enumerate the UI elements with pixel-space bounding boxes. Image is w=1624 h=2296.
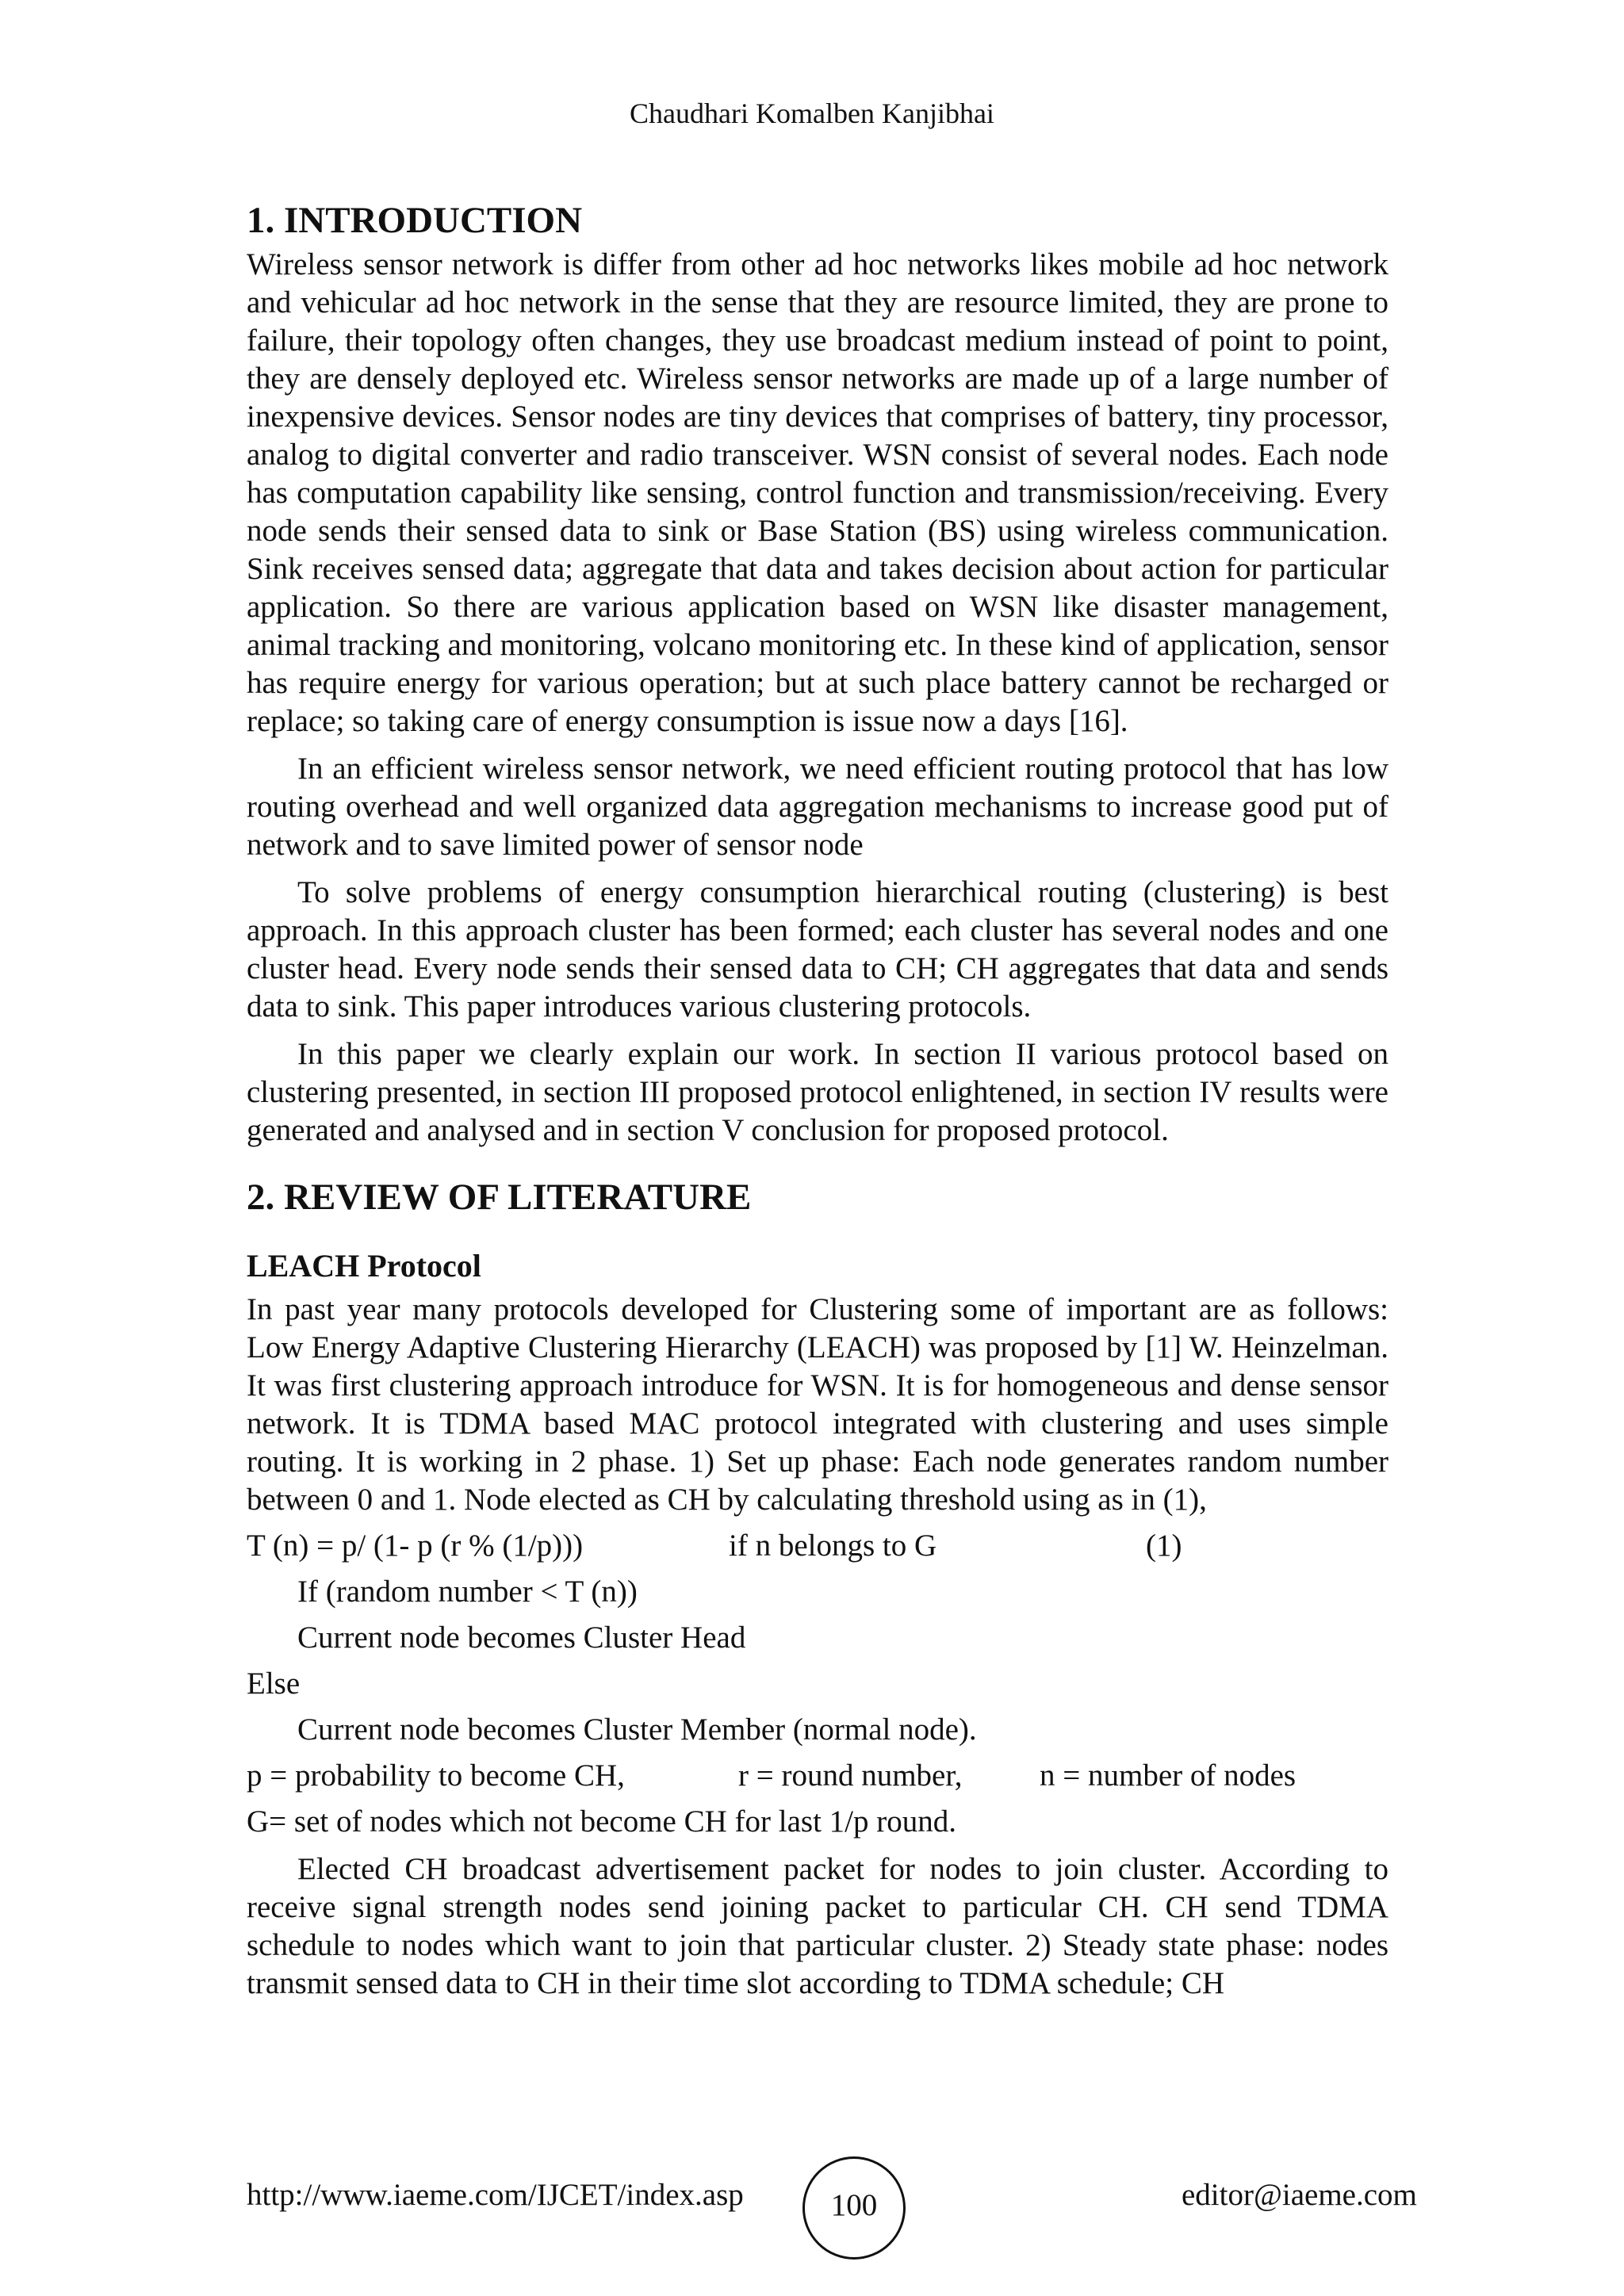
intro-paragraph-1: Wireless sensor network is differ from other ad hoc networks likes mobile ad hoc network and vehicular ad hoc network in the sense that they are resource limited, they are prone to failure, their topology often changes, they use broadcast medium instead of point to point, they are densely deployed etc. Wireless sensor networks are made up of a large number of inexpensive devices. Sensor nodes are tiny devices that comprises of battery, tiny processor, analog to digital converter and radio transceiver. WSN consist of several nodes. Each node has computation capability like sensing, control function and transmission/receiving. Every node sends their sensed data to sink or Base Station (BS) using wireless communication. Sink receives sensed data; aggregate that data and takes decision about action for particular application. So there are various application based on WSN like disaster management, animal tracking and monitoring, volcano monitoring etc. In these kind of application, sensor has require energy for various operation; but at such place battery cannot be recharged or replace; so taking care of energy consumption is issue now a days [16]. xyxy=(247,247,1388,738)
leach-paragraph-1: In past year many protocols developed for Clustering some of important are as follows: Low Energy Adaptive Clustering Hierarchy (LEACH) was proposed by [1] W. Heinzelman. It was first clustering approach introduce for WSN. It is for homogeneous and dense sensor network. It is TDMA based MAC protocol integrated with clustering and uses simple routing. It is working in 2 phase. 1) Set up phase: Each node generates random number between 0 and 1. Node elected as CH by calculating threshold using as in (1), xyxy=(247,1292,1388,1517)
page-number: 100 xyxy=(802,2156,906,2260)
def-p: p = probability to become CH, xyxy=(247,1758,625,1793)
pseudo-else-action: Current node becomes Cluster Member (normal node). xyxy=(297,1712,977,1747)
subsection-heading-leach: LEACH Protocol xyxy=(247,1248,481,1284)
running-header: Chaudhari Komalben Kanjibhai xyxy=(630,98,994,129)
def-r: r = round number, xyxy=(738,1758,963,1793)
intro-paragraph-3: To solve problems of energy consumption hierarchical routing (clustering) is best approach. In this approach cluster has been formed; each cluster has several nodes and one cluster head. Every node sends their sensed data to CH; CH aggregates that data and sends data to sink. This paper introduces various clustering protocols. xyxy=(247,875,1388,1024)
pseudo-else-line: Else xyxy=(247,1667,301,1701)
equation-condition: if n belongs to G xyxy=(729,1529,937,1563)
equation-formula: T (n) = p/ (1- p (r % (1/p))) xyxy=(247,1529,584,1563)
page-body xyxy=(247,197,1388,2003)
leach-paragraph-2: Elected CH broadcast advertisement packet for nodes to join cluster. According to receive signal strength nodes send joining packet to particular CH. CH send TDMA schedule to nodes which want to join that particular cluster. 2) Steady state phase: nodes transmit sensed data to CH in their time slot according to TDMA schedule; CH xyxy=(247,1852,1388,2000)
intro-paragraph-2: In an efficient wireless sensor network, we need efficient routing protocol that has low routing overhead and well organized data aggregation mechanisms to increase good put of network and to save limited power of sensor node xyxy=(247,752,1388,862)
section-heading-introduction: 1. INTRODUCTION xyxy=(247,200,583,241)
pseudo-if-line: If (random number < T (n)) xyxy=(297,1575,638,1609)
def-n: n = number of nodes xyxy=(1040,1758,1297,1793)
threshold-equation xyxy=(247,1527,1388,1565)
intro-paragraph-4: In this paper we clearly explain our work. In section II various protocol based on clustering presented, in section III proposed protocol enlightened, in section IV results were generated and analysed and in section V conclusion for proposed protocol. xyxy=(247,1037,1388,1147)
footer-email-link[interactable]: editor@iaeme.com xyxy=(1182,2178,1417,2212)
equation-number: (1) xyxy=(1146,1529,1182,1563)
page-footer xyxy=(0,2156,1624,2252)
def-g: G= set of nodes which not become CH for last 1/p round. xyxy=(247,1804,957,1839)
section-heading-review: 2. REVIEW OF LITERATURE xyxy=(247,1177,752,1218)
pseudo-then-line: Current node becomes Cluster Head xyxy=(297,1621,746,1655)
footer-url-link[interactable]: http://www.iaeme.com/IJCET/index.asp xyxy=(247,2178,744,2212)
variable-definitions xyxy=(247,1757,1388,1795)
